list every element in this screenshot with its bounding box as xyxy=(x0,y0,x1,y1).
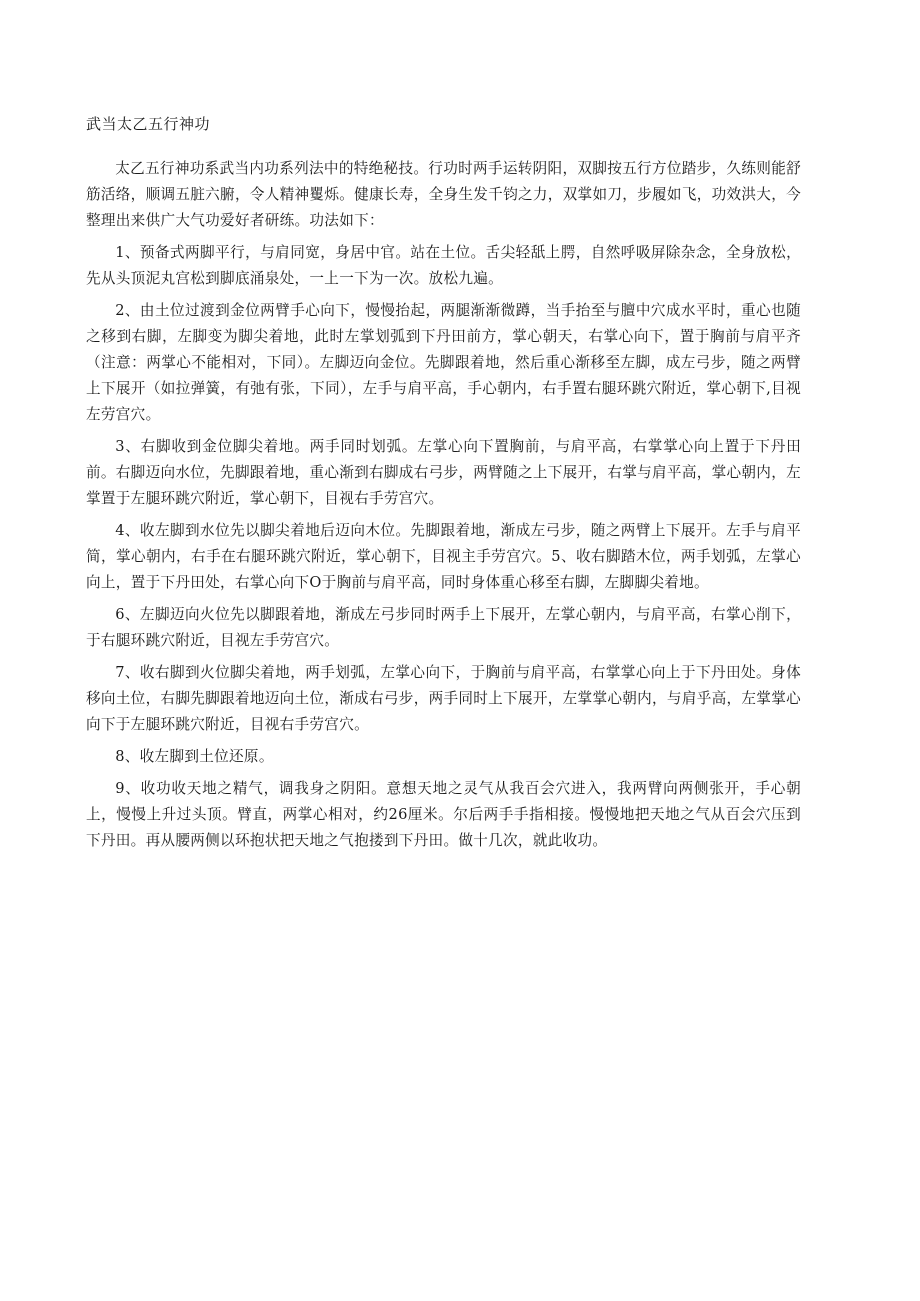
step-paragraph-8: 8、收左脚到土位还原。 xyxy=(115,748,274,765)
step-paragraph-9: 9、收功收天地之精气，调我身之阴阳。意想天地之灵气从我百会穴进入，我两臂向两侧张开，手心朝上，慢慢上升过头顶。臂直，两掌心相对，约26厘米。尔后两手手指相接。慢慢地把天地之气从百会穴压到下丹田。再从腰两侧以环抱状把天地之气抱搂到下丹田。做十几次，就此收功。 xyxy=(86,780,801,849)
document-page xyxy=(86,112,801,860)
document-title: 武当太乙五行神功 xyxy=(86,115,211,133)
step-paragraph-2: 2、由土位过渡到金位两臂手心向下，慢慢抬起，两腿渐渐微蹲，当手抬至与膻中穴成水平时，重心也随之移到右脚，左脚变为脚尖着地，此时左掌划弧到下丹田前方，掌心朝天，右掌心向下，置于胸前与肩平齐（注意：两掌心不能相对，下同）。左脚迈向金位。先脚跟着地，然后重心渐移至左脚，成左弓步，随之两臂上下展开（如拉弹簧，有弛有张，下同），左手与肩平高，手心朝内，右手置右腿环跳穴附近，掌心朝下,目视左劳宫穴。 xyxy=(86,302,801,423)
step-paragraph-1: 1、预备式两脚平行，与肩同宽，身居中官。站在土位。舌尖轻舐上腭，自然呼吸屏除杂念，全身放松，先从头顶泥丸宫松到脚底涌泉处，一上一下为一次。放松九遍。 xyxy=(86,244,801,287)
step-paragraph-7: 7、收右脚到火位脚尖着地，两手划弧，左掌心向下，于胸前与肩平高，右掌掌心向上于下丹田处。身体移向土位，右脚先脚跟着地迈向土位，渐成右弓步，两手同时上下展开，左掌掌心朝内，与肩乎高，左掌掌心向下于左腿环跳穴附近，目视右手劳宫穴。 xyxy=(86,664,801,733)
step-paragraph-6: 6、左脚迈向火位先以脚跟着地，渐成左弓步同时两手上下展开，左掌心朝内，与肩平高，右掌心削下，于右腿环跳穴附近，目视左手劳宫穴。 xyxy=(86,606,801,649)
intro-paragraph: 太乙五行神功系武当内功系列法中的特绝秘技。行功时两手运转阴阳，双脚按五行方位踏步，久练则能舒筋活络，顺调五脏六腑，令人精神矍烁。健康长寿，全身生发千钧之力，双掌如刀，步履如飞，功效洪大，今整理出来供广大气功爱好者研练。功法如下： xyxy=(86,160,801,229)
step-paragraph-3: 3、右脚收到金位脚尖着地。两手同时划弧。左掌心向下置胸前，与肩平高，右掌掌心向上置于下丹田前。右脚迈向水位，先脚跟着地，重心渐到右脚成右弓步，两臂随之上下展开，右掌与肩平高，掌心朝内，左掌置于左腿环跳穴附近，掌心朝下，目视右手劳宫穴。 xyxy=(86,438,801,507)
step-paragraph-4-5: 4、收左脚到水位先以脚尖着地后迈向木位。先脚跟着地，渐成左弓步，随之两臂上下展开。左手与肩平简，掌心朝内，右手在右腿环跳穴附近，掌心朝下，目视主手劳宫穴。5、收右脚踏木位，两手划弧，左掌心向上，置于下丹田处，右掌心向下O于胸前与肩平高，同时身体重心移至右脚，左脚脚尖着地。 xyxy=(86,522,801,591)
